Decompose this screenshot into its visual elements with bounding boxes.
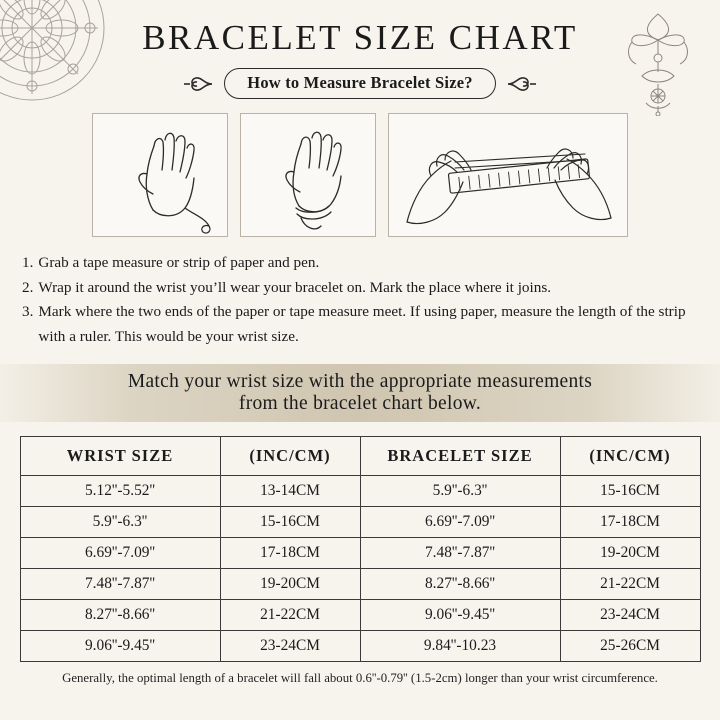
cell-bracelet-inches: 9.06''-9.45'' [360,599,560,630]
cell-wrist-cm: 21-22CM [220,599,360,630]
size-table [20,436,701,662]
step-text: Grab a tape measure or strip of paper and pen. [38,254,320,271]
cell-wrist-inches: 9.06''-9.45'' [20,630,220,661]
instruction-step [22,251,700,276]
wrist-wrapped-illustration-icon [241,114,377,238]
panel-ruler-measure [388,113,628,237]
cell-bracelet-cm: 23-24CM [560,599,700,630]
subtitle-pill: How to Measure Bracelet Size? [224,68,495,99]
flourish-right-icon [506,73,540,95]
subtitle-row [0,68,720,99]
cell-bracelet-inches: 7.48''-7.87'' [360,537,560,568]
step-text: Wrap it around the wrist you’ll wear your bracelet on. Mark the place where it joins. [38,278,552,296]
table-row [20,506,700,537]
cell-wrist-cm: 17-18CM [220,537,360,568]
cell-wrist-cm: 15-16CM [220,506,360,537]
header-wrist-size: WRIST SIZE [20,436,220,475]
table-row [20,537,700,568]
flourish-left-icon [180,73,214,95]
cell-wrist-inches: 5.9''-6.3'' [20,506,220,537]
cell-bracelet-inches: 5.9''-6.3'' [360,475,560,506]
table-row [20,630,700,661]
step-number: 3. [22,303,34,321]
cell-bracelet-inches: 8.27''-8.66'' [360,568,560,599]
ruler-measure-illustration-icon [389,114,629,238]
cell-wrist-inches: 5.12''-5.52'' [20,475,220,506]
cell-wrist-cm: 23-24CM [220,630,360,661]
cell-bracelet-cm: 25-26CM [560,630,700,661]
footnote: Generally, the optimal length of a bracelet will fall about 0.6''-0.79'' (1.5-2cm) longer than your wrist circumference. [62,670,658,685]
cell-bracelet-inches: 6.69''-7.09'' [360,506,560,537]
cell-wrist-cm: 13-14CM [220,475,360,506]
header-wrist-units: (INC/CM) [220,436,360,475]
cell-bracelet-inches: 9.84''-10.23 [360,630,560,661]
table-row [20,599,700,630]
step-number: 1. [22,254,34,271]
instruction-step [22,276,700,301]
match-banner [0,364,720,422]
table-header-row [20,436,700,475]
page-title: BRACELET SIZE CHART [142,18,578,57]
panel-wrist-wrapped [240,113,376,237]
instructions-list [22,251,700,350]
cell-wrist-inches: 7.48''-7.87'' [20,568,220,599]
cell-bracelet-cm: 17-18CM [560,506,700,537]
cell-wrist-inches: 8.27''-8.66'' [20,599,220,630]
cell-bracelet-cm: 19-20CM [560,537,700,568]
table-row [20,568,700,599]
header-bracelet-size: BRACELET SIZE [360,436,560,475]
step-text: Mark where the two ends of the paper or tape measure meet. If using paper, measure the length of the strip with a ruler. This would be your wrist size. [38,303,686,345]
banner-line-1: Match your wrist size with the appropriate measurements [127,370,593,392]
banner-line-2: from the bracelet chart below. [238,392,482,414]
illustration-panels [0,113,720,237]
header-bracelet-units: (INC/CM) [560,436,700,475]
cell-wrist-cm: 19-20CM [220,568,360,599]
step-number: 2. [22,278,34,296]
hand-with-tape-illustration-icon [93,114,229,238]
cell-bracelet-cm: 15-16CM [560,475,700,506]
instruction-step [22,300,700,349]
cell-wrist-inches: 6.69''-7.09'' [20,537,220,568]
table-row [20,475,700,506]
panel-hand-with-tape [92,113,228,237]
cell-bracelet-cm: 21-22CM [560,568,700,599]
